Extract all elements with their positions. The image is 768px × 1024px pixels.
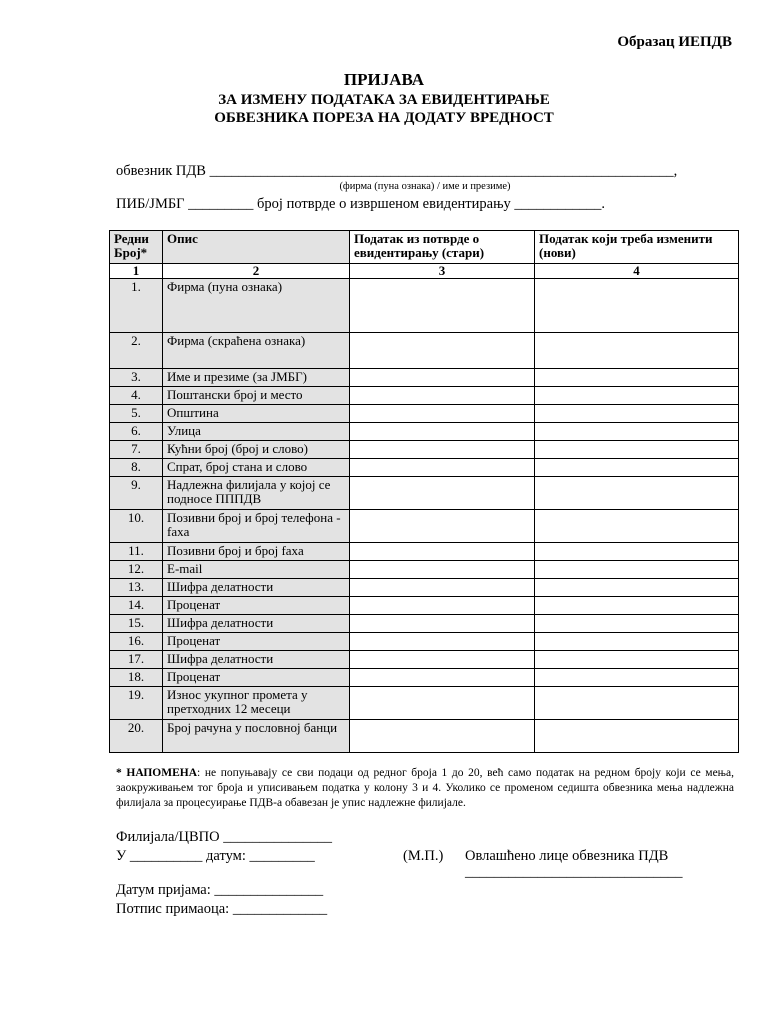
row-number: 5. <box>110 405 163 423</box>
seal-label: (М.П.) <box>403 848 444 864</box>
table-row <box>110 615 739 633</box>
change-data-table <box>109 230 739 753</box>
old-value-cell[interactable] <box>350 477 535 510</box>
table-row <box>110 579 739 597</box>
new-value-cell[interactable] <box>535 687 739 720</box>
new-value-cell[interactable] <box>535 543 739 561</box>
header-description: Опис <box>163 231 350 264</box>
new-value-cell[interactable] <box>535 597 739 615</box>
row-description: Фирма (скраћена ознака) <box>163 333 350 369</box>
old-value-cell[interactable] <box>350 669 535 687</box>
row-description: Улица <box>163 423 350 441</box>
row-number: 1. <box>110 279 163 333</box>
row-description: Спрат, број стана и слово <box>163 459 350 477</box>
row-number: 3. <box>110 369 163 387</box>
table-header-row <box>110 231 739 264</box>
row-number: 9. <box>110 477 163 510</box>
pib-and-confirmation-field: ПИБ/ЈМБГ _________ број потврде о извршеном евидентирању ____________. <box>116 196 606 212</box>
table-row <box>110 369 739 387</box>
new-value-cell[interactable] <box>535 633 739 651</box>
old-value-cell[interactable] <box>350 405 535 423</box>
table-row <box>110 687 739 720</box>
column-number: 2 <box>163 264 350 279</box>
new-value-cell[interactable] <box>535 510 739 543</box>
new-value-cell[interactable] <box>535 423 739 441</box>
row-description: Шифра делатности <box>163 651 350 669</box>
column-number: 3 <box>350 264 535 279</box>
column-number: 4 <box>535 264 739 279</box>
row-description: Проценат <box>163 633 350 651</box>
table-row <box>110 651 739 669</box>
old-value-cell[interactable] <box>350 579 535 597</box>
old-value-cell[interactable] <box>350 510 535 543</box>
new-value-cell[interactable] <box>535 369 739 387</box>
header-old-data: Податак из потврде о евидентирању (стари) <box>350 231 535 264</box>
table-row <box>110 720 739 753</box>
row-number: 14. <box>110 597 163 615</box>
old-value-cell[interactable] <box>350 561 535 579</box>
row-description: Шифра делатности <box>163 615 350 633</box>
payer-name-field: обвезник ПДВ ________________________________________________________________, <box>116 163 678 179</box>
old-value-cell[interactable] <box>350 543 535 561</box>
row-number: 10. <box>110 510 163 543</box>
table-row <box>110 477 739 510</box>
row-description: Фирма (пуна ознака) <box>163 279 350 333</box>
row-number: 19. <box>110 687 163 720</box>
old-value-cell[interactable] <box>350 597 535 615</box>
table-row <box>110 561 739 579</box>
new-value-cell[interactable] <box>535 579 739 597</box>
footnote-text: : не попуњавају се сви подаци од редног броја 1 до 20, већ само податак на редном броју који се мења, заокруживањем тог броја и уписивањем податка у колону 3 и 4. Уколико се променом седишта обвезника мења надлежна филијала за процесуирање ПДВ-а обавезан је упис надлежне филијале. <box>116 767 734 809</box>
old-value-cell[interactable] <box>350 651 535 669</box>
row-number: 15. <box>110 615 163 633</box>
table-row <box>110 510 739 543</box>
row-number: 20. <box>110 720 163 753</box>
column-number-row <box>110 264 739 279</box>
row-number: 2. <box>110 333 163 369</box>
new-value-cell[interactable] <box>535 669 739 687</box>
page-subtitle-line-2: ОБВЕЗНИКА ПОРЕЗА НА ДОДАТУ ВРЕДНОСТ <box>214 110 554 126</box>
new-value-cell[interactable] <box>535 720 739 753</box>
row-number: 6. <box>110 423 163 441</box>
row-number: 8. <box>110 459 163 477</box>
column-number: 1 <box>110 264 163 279</box>
table-row <box>110 405 739 423</box>
page-subtitle-line-1: ЗА ИЗМЕНУ ПОДАТАКА ЗА ЕВИДЕНТИРАЊЕ <box>218 92 550 108</box>
table-row <box>110 333 739 369</box>
row-number: 11. <box>110 543 163 561</box>
table-row <box>110 597 739 615</box>
row-description: Поштански број и место <box>163 387 350 405</box>
row-description: Позивни број и број faxa <box>163 543 350 561</box>
table-row <box>110 423 739 441</box>
row-description: Проценат <box>163 669 350 687</box>
row-description: Износ укупног промета у претходних 12 месеци <box>163 687 350 720</box>
old-value-cell[interactable] <box>350 279 535 333</box>
table-row <box>110 633 739 651</box>
row-number: 13. <box>110 579 163 597</box>
old-value-cell[interactable] <box>350 333 535 369</box>
new-value-cell[interactable] <box>535 279 739 333</box>
old-value-cell[interactable] <box>350 441 535 459</box>
new-value-cell[interactable] <box>535 477 739 510</box>
row-description: E-mail <box>163 561 350 579</box>
header-new-data: Податак који треба изменити (нови) <box>535 231 739 264</box>
old-value-cell[interactable] <box>350 369 535 387</box>
row-description: Надлежна филијала у којој се подносе ПППДВ <box>163 477 350 510</box>
row-description: Кућни број (број и слово) <box>163 441 350 459</box>
receiver-signature-field: Потпис примаоца: _____________ <box>116 901 328 917</box>
new-value-cell[interactable] <box>535 615 739 633</box>
new-value-cell[interactable] <box>535 651 739 669</box>
table-row <box>110 387 739 405</box>
form-code: Образац ИЕПДВ <box>617 34 732 50</box>
branch-field: Филијала/ЦВПО _______________ <box>116 829 332 845</box>
footnote <box>116 766 734 811</box>
new-value-cell[interactable] <box>535 441 739 459</box>
new-value-cell[interactable] <box>535 561 739 579</box>
table-row <box>110 669 739 687</box>
old-value-cell[interactable] <box>350 720 535 753</box>
table-row <box>110 279 739 333</box>
row-description: Позивни број и број телефона - faxa <box>163 510 350 543</box>
place-date-field: У __________ датум: _________ <box>116 848 315 864</box>
row-number: 16. <box>110 633 163 651</box>
old-value-cell[interactable] <box>350 633 535 651</box>
row-description: Број рачуна у пословној банци <box>163 720 350 753</box>
page-title: ПРИЈАВА <box>343 70 425 89</box>
old-value-cell[interactable] <box>350 387 535 405</box>
old-value-cell[interactable] <box>350 615 535 633</box>
row-description: Име и презиме (за ЈМБГ) <box>163 369 350 387</box>
old-value-cell[interactable] <box>350 687 535 720</box>
footnote-label: * НАПОМЕНА <box>116 767 197 779</box>
new-value-cell[interactable] <box>535 387 739 405</box>
table-row <box>110 459 739 477</box>
row-number: 12. <box>110 561 163 579</box>
old-value-cell[interactable] <box>350 459 535 477</box>
new-value-cell[interactable] <box>535 333 739 369</box>
new-value-cell[interactable] <box>535 405 739 423</box>
new-value-cell[interactable] <box>535 459 739 477</box>
table-row <box>110 543 739 561</box>
authorized-person-label: Овлашћено лице обвезника ПДВ <box>465 848 669 864</box>
old-value-cell[interactable] <box>350 423 535 441</box>
row-number: 18. <box>110 669 163 687</box>
authorized-person-signature-line: ______________________________ <box>465 864 683 880</box>
table-row <box>110 441 739 459</box>
row-number: 7. <box>110 441 163 459</box>
row-number: 4. <box>110 387 163 405</box>
row-number: 17. <box>110 651 163 669</box>
payer-name-caption: (фирма (пуна ознака) / име и презиме) <box>339 181 511 192</box>
row-description: Општина <box>163 405 350 423</box>
receipt-date-field: Датум пријама: _______________ <box>116 882 324 898</box>
header-ordinal: Редни Број* <box>110 231 163 264</box>
row-description: Шифра делатности <box>163 579 350 597</box>
row-description: Проценат <box>163 597 350 615</box>
